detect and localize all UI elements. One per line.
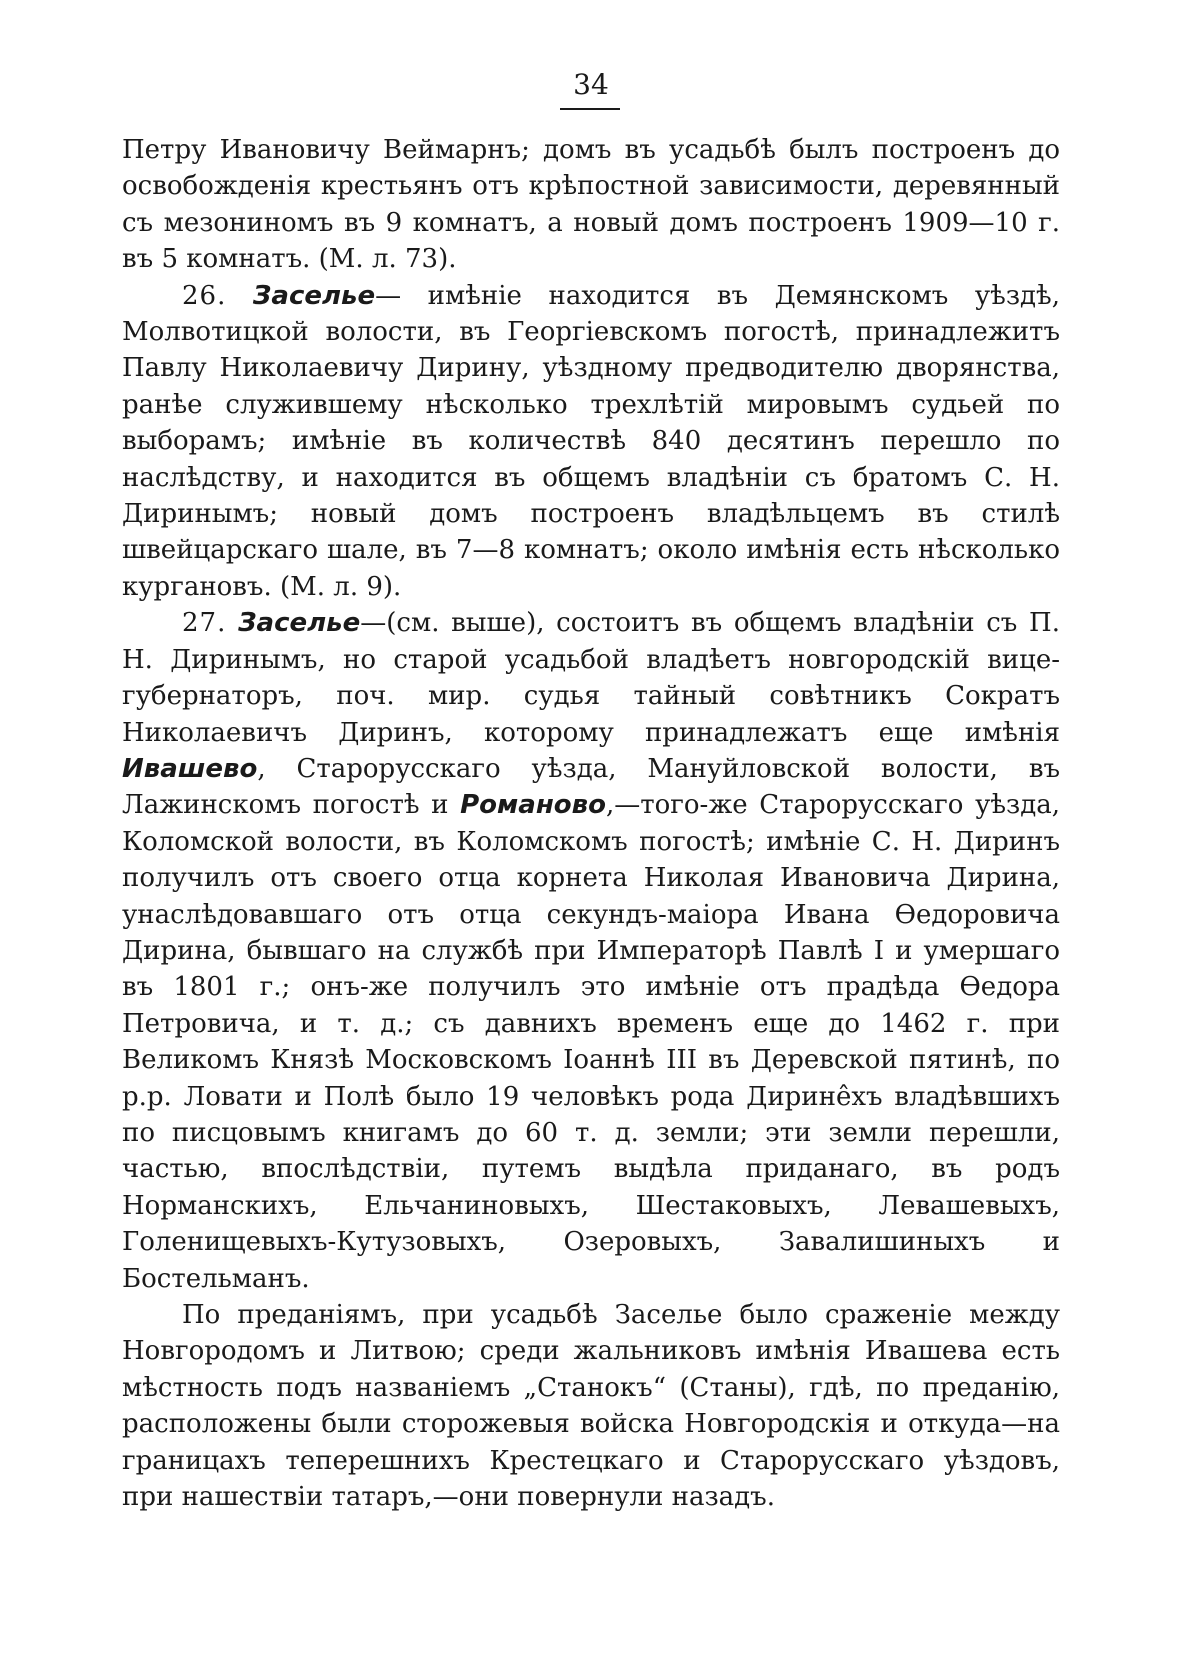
estate-name-romanovo: Романово — [460, 790, 606, 821]
entry-number: 27. — [182, 608, 227, 639]
estate-name-ivashevo: Ивашево — [122, 753, 258, 784]
entry-text: — имѣніе находится въ Демянскомъ уѣздѣ, Молвотицкой волости, въ Георгіевскомъ погостѣ, принадлежитъ Павлу Николаевичу Дирину, уѣздному предводителю дворянства, ранѣе служившему нѣсколько трехлѣтій мировымъ судьей по выборамъ; имѣніе въ количествѣ 840 десятинъ перешло по наслѣдству, и находится въ общемъ владѣніи съ братомъ С. Н. Диринымъ; новый домъ построенъ владѣльцемъ въ стилѣ швейцарскаго шале, въ 7—8 комнатъ; около имѣнія есть нѣсколько кургановъ. (М. л. 9). — [122, 280, 1060, 602]
entry-text: , Старорусскаго уѣзда, Мануйловской волости, въ Лажинскомъ погостѣ и — [122, 753, 1060, 821]
page-number: 34 — [573, 68, 609, 101]
entry-text: ,—того-же Старорусскаго уѣзда, Коломской волости, въ Коломскомъ погостѣ; имѣніе С. Н. Диринъ получилъ отъ своего отца корнета Николая Ивановича Дирина, унаслѣдовавшаго отъ отца секундъ-маіора Ивана Өедоровича Дирина, бывшаго на службѣ при Императорѣ Павлѣ I и умершаго въ 1801 г.; онъ-же получилъ это имѣніе отъ прадѣда Өедора Петровича, и т. д.; съ давнихъ временъ еще до 1462 г. при Великомъ Князѣ Московскомъ Іоаннѣ III въ Деревской пятинѣ, по р.р. Ловати и Полѣ было 19 человѣкъ рода Диринêхъ владѣвшихъ по писцовымъ книгамъ до 60 т. д. земли; эти земли перешли, частью, впослѣдствіи, путемъ выдѣла приданаго, въ родъ Норманскихъ, Ельчаниновыхъ, Шестаковыхъ, Левашевыхъ, Голенищевыхъ-Кутузовыхъ, Озеровыхъ, Завалишиныхъ и Бостельманъ. — [122, 790, 1061, 1294]
body-text — [122, 132, 1060, 1515]
entry-number: 26. — [182, 280, 227, 311]
entry-text: —(см. выше), состоитъ въ общемъ владѣніи съ П. Н. Диринымъ, но старой усадьбой владѣетъ новгородскій вице-губернаторъ, поч. мир. судья тайный совѣтникъ Сократъ Николаевичъ Диринъ, которому принадлежатъ еще имѣнія — [122, 608, 1060, 748]
paragraph-legend: По преданіямъ, при усадьбѣ Заселье было сраженіе между Новгородомъ и Литвою; среди жальниковъ имѣнія Ивашева есть мѣстность подъ названіемъ „Станокъ“ (Станы), гдѣ, по преданію, расположены были сторожевыя войска Новгородскія и откуда—на границахъ теперешнихъ Крестецкаго и Старорусскаго уѣздовъ, при нашествіи татаръ,—они повернули назадъ. — [122, 1300, 1060, 1513]
paragraph-continuation: Петру Ивановичу Веймарнъ; домъ въ усадьбѣ былъ построенъ до освобожденія крестьянъ отъ крѣпостной зависимости, деревянный съ мезониномъ въ 9 комнатъ, а новый домъ построенъ 1909—10 г. въ 5 комнатъ. (М. л. 73). — [122, 135, 1060, 275]
estate-name: Заселье — [238, 608, 361, 639]
entry-27 — [122, 605, 1060, 1297]
page-number-rule — [560, 108, 620, 110]
estate-name: Заселье — [252, 280, 376, 311]
entry-26 — [122, 278, 1060, 606]
